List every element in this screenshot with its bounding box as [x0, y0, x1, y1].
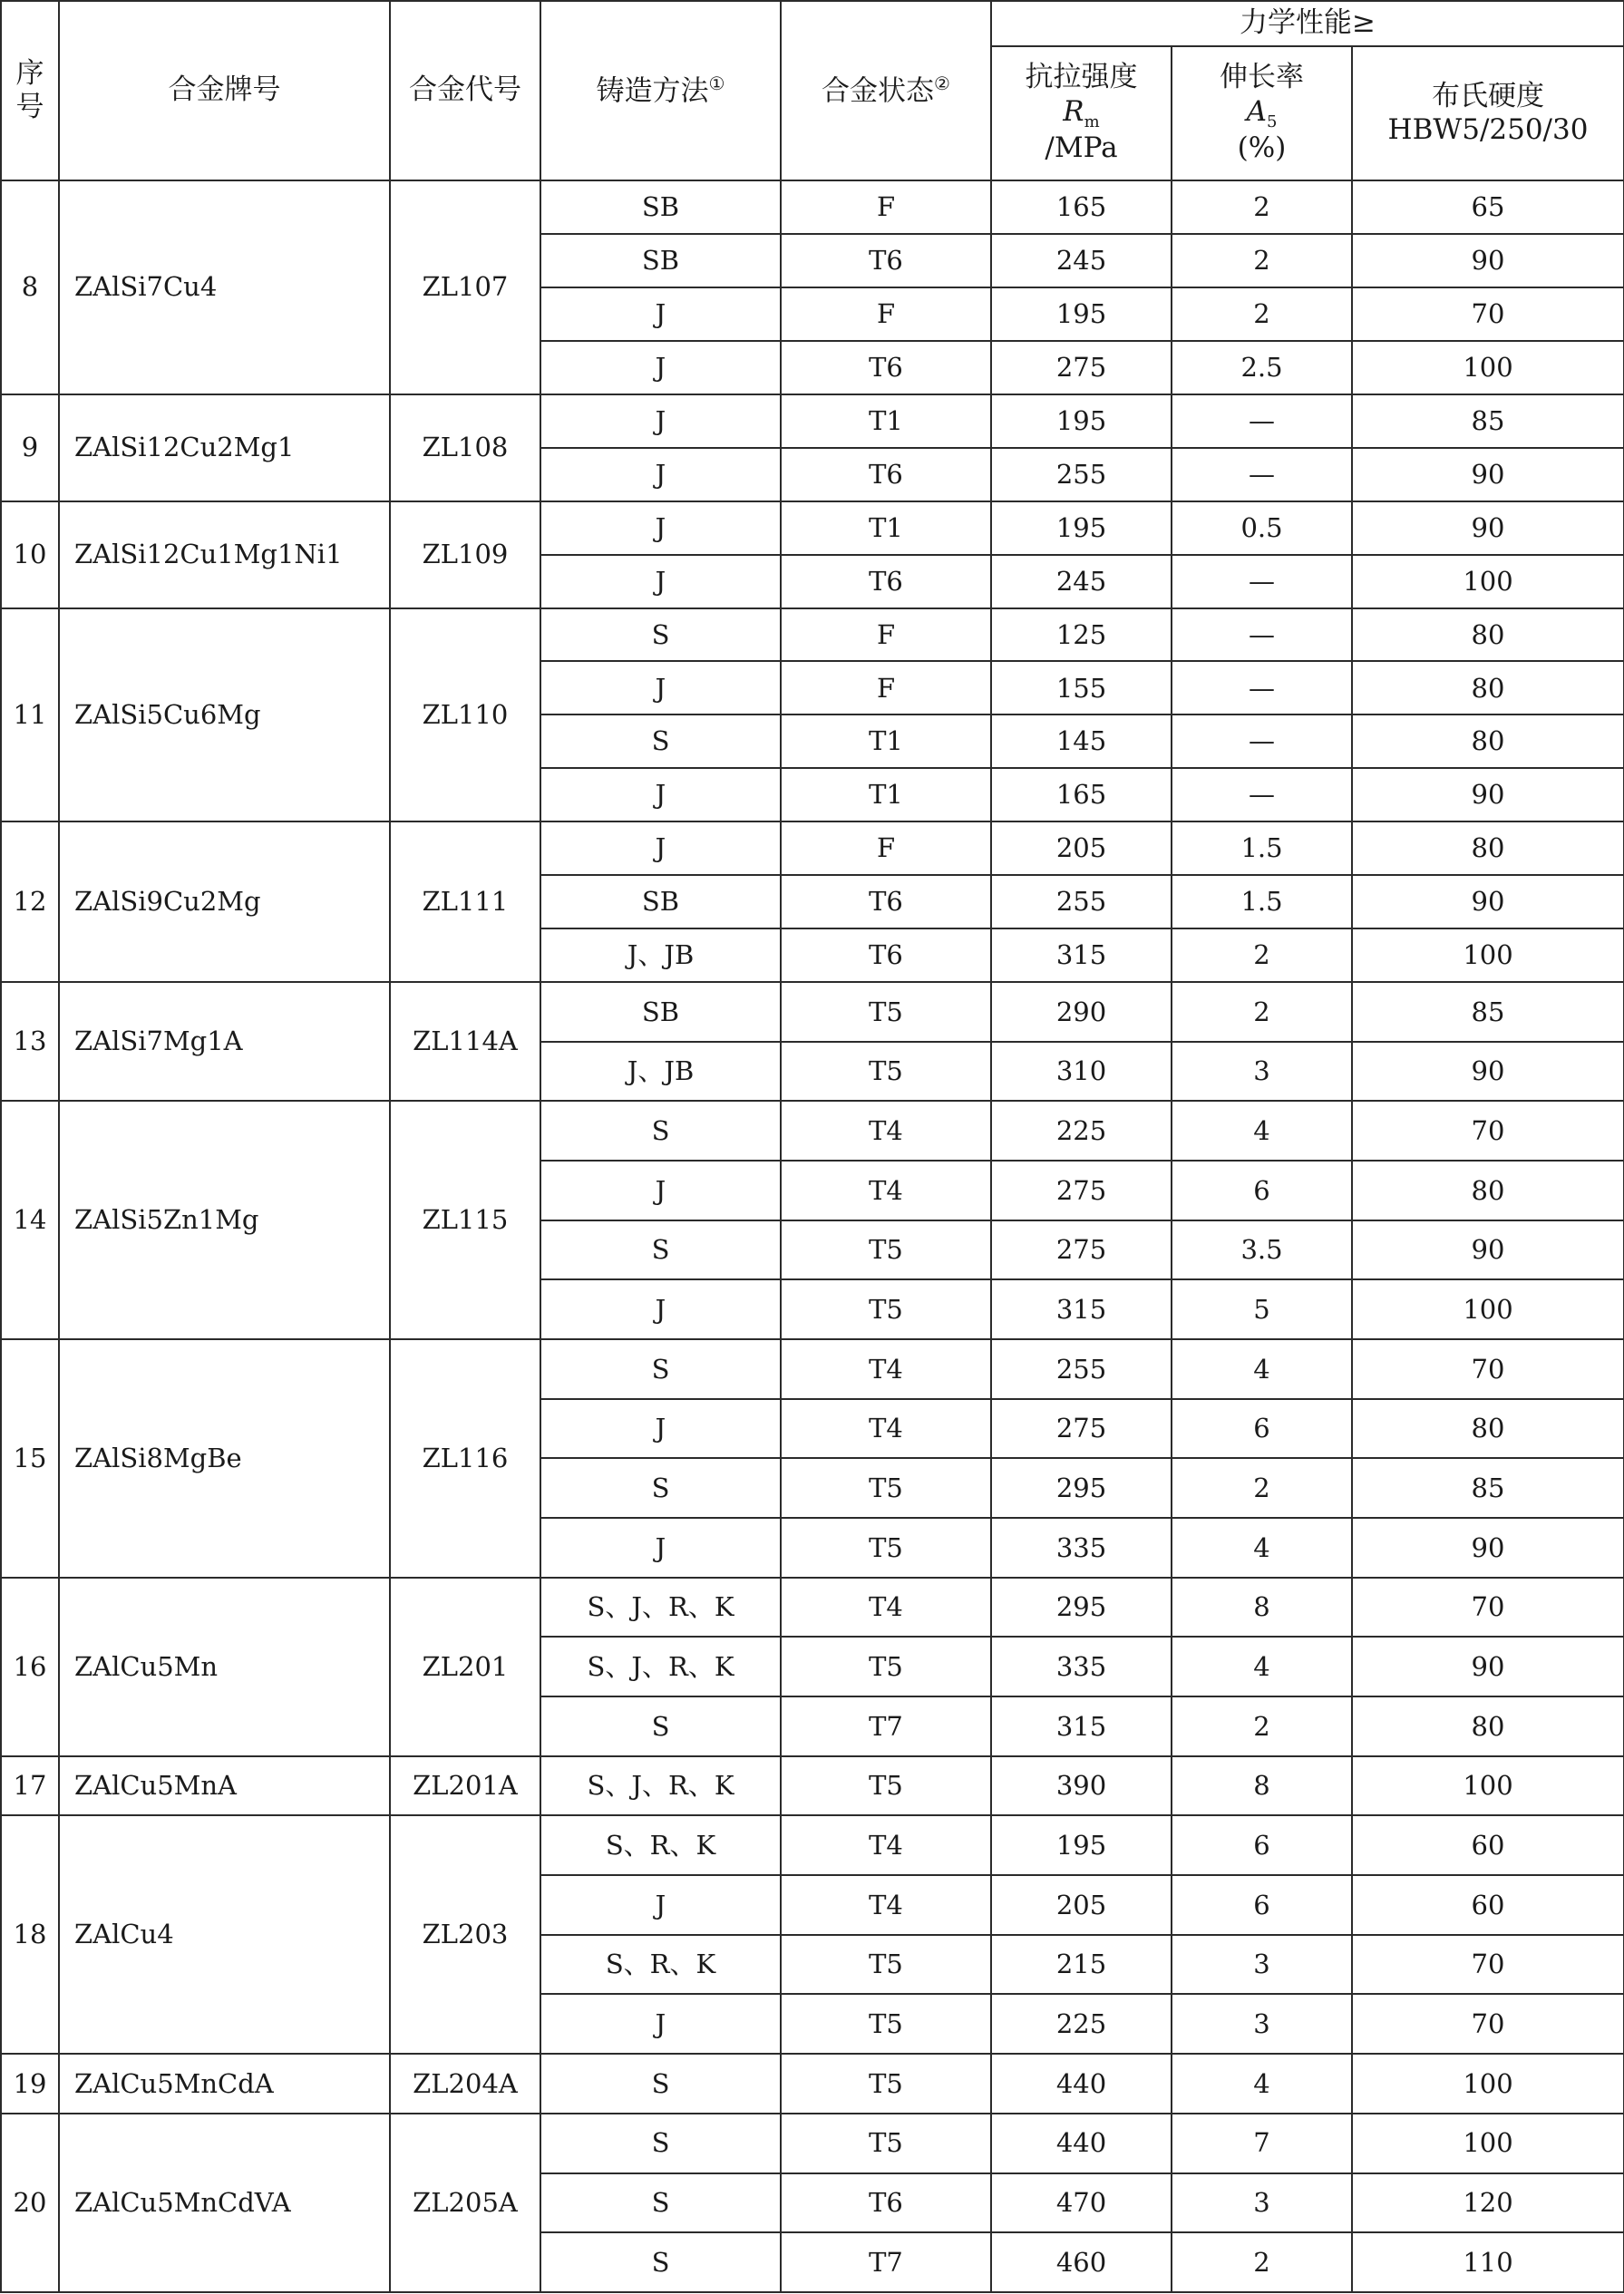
table-row — [1, 982, 1624, 1042]
cell-tensile-strength: 145 — [991, 714, 1172, 768]
cell-alloy-name: ZAlCu5MnCdVA — [59, 2114, 390, 2292]
cell-casting-method: J — [540, 1279, 781, 1339]
table-row — [1, 1756, 1624, 1816]
table-body — [1, 180, 1624, 2292]
cell-casting-method: J — [540, 821, 781, 875]
cell-seq: 14 — [1, 1101, 59, 1339]
cell-hardness: 90 — [1352, 768, 1624, 821]
cell-tensile-strength: 125 — [991, 608, 1172, 662]
cell-hardness: 80 — [1352, 1696, 1624, 1756]
header-elong-sub: 5 — [1266, 112, 1278, 131]
header-tensile-unit: /MPa — [1045, 131, 1118, 165]
cell-hardness: 80 — [1352, 714, 1624, 768]
header-tensile-symbol — [992, 95, 1171, 132]
cell-hardness: 80 — [1352, 608, 1624, 662]
cell-alloy-code: ZL107 — [390, 180, 540, 394]
cell-seq: 10 — [1, 501, 59, 608]
cell-hardness: 80 — [1352, 1399, 1624, 1459]
cell-alloy-state: T6 — [781, 448, 991, 501]
cell-alloy-state: T4 — [781, 1815, 991, 1875]
cell-casting-method: J — [540, 1399, 781, 1459]
cell-tensile-strength: 275 — [991, 1399, 1172, 1459]
cell-alloy-state: F — [781, 608, 991, 662]
cell-tensile-strength: 225 — [991, 1994, 1172, 2054]
cell-hardness: 90 — [1352, 234, 1624, 287]
cell-alloy-name: ZAlSi5Cu6Mg — [59, 608, 390, 822]
cell-alloy-name: ZAlSi7Cu4 — [59, 180, 390, 394]
cell-casting-method: S — [540, 714, 781, 768]
header-tensile-sub: m — [1084, 112, 1100, 131]
cell-alloy-name: ZAlCu5MnA — [59, 1756, 390, 1816]
table-row — [1, 180, 1624, 234]
cell-alloy-state: F — [781, 661, 991, 714]
cell-alloy-state: T4 — [781, 1399, 991, 1459]
cell-seq: 12 — [1, 821, 59, 982]
cell-hardness: 85 — [1352, 394, 1624, 448]
cell-alloy-state: T5 — [781, 1756, 991, 1816]
header-elongation-symbol — [1172, 95, 1351, 132]
table-row — [1, 394, 1624, 448]
header-casting-method-text: 铸造方法 — [596, 74, 709, 108]
cell-casting-method: S — [540, 2232, 781, 2292]
cell-tensile-strength: 470 — [991, 2173, 1172, 2233]
cell-alloy-state: F — [781, 821, 991, 875]
header-alloy-code: 合金代号 — [390, 1, 540, 180]
cell-alloy-code: ZL203 — [390, 1815, 540, 2054]
cell-elongation: 8 — [1172, 1756, 1352, 1816]
cell-casting-method: J、JB — [540, 1042, 781, 1102]
header-hardness-label: 布氏硬度 — [1432, 79, 1544, 112]
cell-alloy-code: ZL201 — [390, 1578, 540, 1756]
cell-alloy-code: ZL115 — [390, 1101, 540, 1339]
cell-casting-method: S — [540, 1458, 781, 1518]
cell-seq: 16 — [1, 1578, 59, 1756]
cell-tensile-strength: 165 — [991, 180, 1172, 234]
cell-tensile-strength: 275 — [991, 341, 1172, 394]
cell-alloy-state: T5 — [781, 1458, 991, 1518]
cell-elongation: 3 — [1172, 1042, 1352, 1102]
cell-elongation: — — [1172, 555, 1352, 608]
cell-alloy-state: T6 — [781, 341, 991, 394]
cell-casting-method: J、JB — [540, 928, 781, 982]
cell-alloy-name: ZAlSi12Cu2Mg1 — [59, 394, 390, 501]
cell-elongation: 2 — [1172, 1696, 1352, 1756]
cell-tensile-strength: 195 — [991, 287, 1172, 341]
cell-casting-method: S — [540, 2173, 781, 2233]
cell-alloy-state: T5 — [781, 1220, 991, 1280]
cell-alloy-state: T4 — [781, 1875, 991, 1935]
cell-hardness: 90 — [1352, 448, 1624, 501]
cell-casting-method: S — [540, 1101, 781, 1161]
header-brinell-hardness — [1352, 46, 1624, 180]
cell-hardness: 70 — [1352, 1101, 1624, 1161]
cell-hardness: 90 — [1352, 1637, 1624, 1696]
cell-alloy-code: ZL108 — [390, 394, 540, 501]
cell-tensile-strength: 245 — [991, 555, 1172, 608]
cell-tensile-strength: 295 — [991, 1578, 1172, 1638]
cell-casting-method: J — [540, 661, 781, 714]
cell-casting-method: J — [540, 341, 781, 394]
cell-casting-method: J — [540, 1161, 781, 1220]
cell-elongation: 1.5 — [1172, 821, 1352, 875]
cell-alloy-state: T4 — [781, 1101, 991, 1161]
cell-tensile-strength: 275 — [991, 1220, 1172, 1280]
cell-elongation: 2 — [1172, 180, 1352, 234]
cell-tensile-strength: 460 — [991, 2232, 1172, 2292]
footnote-2-mark: ② — [934, 73, 950, 95]
header-seq — [1, 1, 59, 180]
cell-casting-method: J — [540, 501, 781, 555]
cell-alloy-state: T5 — [781, 1935, 991, 1995]
cell-alloy-state: T7 — [781, 2232, 991, 2292]
cell-hardness: 100 — [1352, 341, 1624, 394]
cell-tensile-strength: 165 — [991, 768, 1172, 821]
cell-casting-method: J — [540, 1994, 781, 2054]
cell-seq: 18 — [1, 1815, 59, 2054]
table-row — [1, 1815, 1624, 1875]
cell-elongation: 2 — [1172, 1458, 1352, 1518]
cell-alloy-code: ZL109 — [390, 501, 540, 608]
cell-casting-method: SB — [540, 982, 781, 1042]
cell-hardness: 70 — [1352, 287, 1624, 341]
cell-elongation: — — [1172, 661, 1352, 714]
header-elong-sym: A — [1246, 94, 1267, 128]
table-row — [1, 608, 1624, 662]
cell-seq: 15 — [1, 1339, 59, 1578]
cell-hardness: 65 — [1352, 180, 1624, 234]
cell-elongation: — — [1172, 608, 1352, 662]
cell-elongation: 4 — [1172, 2054, 1352, 2114]
cell-alloy-state: T5 — [781, 1994, 991, 2054]
cell-alloy-state: T6 — [781, 2173, 991, 2233]
cell-casting-method: J — [540, 1875, 781, 1935]
cell-casting-method: S、J、R、K — [540, 1756, 781, 1816]
cell-seq: 8 — [1, 180, 59, 394]
cell-hardness: 90 — [1352, 1042, 1624, 1102]
cell-seq: 13 — [1, 982, 59, 1101]
cell-alloy-code: ZL204A — [390, 2054, 540, 2114]
cell-elongation: 2 — [1172, 2232, 1352, 2292]
cell-alloy-name: ZAlSi8MgBe — [59, 1339, 390, 1578]
cell-alloy-state: T5 — [781, 1279, 991, 1339]
cell-elongation: 2 — [1172, 287, 1352, 341]
cell-elongation: — — [1172, 394, 1352, 448]
cell-hardness: 90 — [1352, 1220, 1624, 1280]
cell-tensile-strength: 275 — [991, 1161, 1172, 1220]
cell-alloy-code: ZL116 — [390, 1339, 540, 1578]
cell-elongation: — — [1172, 448, 1352, 501]
cell-hardness: 80 — [1352, 821, 1624, 875]
table-row — [1, 2054, 1624, 2114]
cell-seq: 19 — [1, 2054, 59, 2114]
cell-alloy-name: ZAlSi9Cu2Mg — [59, 821, 390, 982]
cell-casting-method: J — [540, 555, 781, 608]
cell-alloy-state: T4 — [781, 1161, 991, 1220]
cell-tensile-strength: 245 — [991, 234, 1172, 287]
cell-elongation: 6 — [1172, 1875, 1352, 1935]
cell-tensile-strength: 255 — [991, 1339, 1172, 1399]
cell-alloy-state: F — [781, 287, 991, 341]
cell-hardness: 85 — [1352, 1458, 1624, 1518]
header-elongation-label: 伸长率 — [1220, 61, 1304, 94]
cell-elongation: 3 — [1172, 2173, 1352, 2233]
cell-hardness: 60 — [1352, 1815, 1624, 1875]
cell-elongation: 6 — [1172, 1161, 1352, 1220]
cell-casting-method: S、J、R、K — [540, 1578, 781, 1638]
cell-alloy-code: ZL110 — [390, 608, 540, 822]
cell-hardness: 70 — [1352, 1578, 1624, 1638]
cell-elongation: 7 — [1172, 2114, 1352, 2173]
cell-casting-method: S、R、K — [540, 1815, 781, 1875]
cell-elongation: 3 — [1172, 1994, 1352, 2054]
cell-alloy-code: ZL205A — [390, 2114, 540, 2292]
cell-alloy-name: ZAlCu5MnCdA — [59, 2054, 390, 2114]
cell-alloy-state: T5 — [781, 1042, 991, 1102]
cell-elongation: 2 — [1172, 234, 1352, 287]
cell-alloy-state: T5 — [781, 2114, 991, 2173]
cell-tensile-strength: 225 — [991, 1101, 1172, 1161]
cell-tensile-strength: 440 — [991, 2054, 1172, 2114]
cell-hardness: 85 — [1352, 982, 1624, 1042]
cell-hardness: 100 — [1352, 1279, 1624, 1339]
cell-casting-method: S、R、K — [540, 1935, 781, 1995]
cell-hardness: 70 — [1352, 1339, 1624, 1399]
cell-casting-method: SB — [540, 875, 781, 928]
header-tensile-label: 抗拉强度 — [1025, 61, 1138, 94]
table-row — [1, 2114, 1624, 2173]
header-tensile-strength — [991, 46, 1172, 180]
footnote-1-mark: ① — [708, 73, 725, 95]
table-header — [1, 1, 1624, 180]
cell-casting-method: J — [540, 394, 781, 448]
cell-seq: 20 — [1, 2114, 59, 2292]
cell-alloy-name: ZAlSi5Zn1Mg — [59, 1101, 390, 1339]
cell-casting-method: S — [540, 608, 781, 662]
cell-alloy-code: ZL201A — [390, 1756, 540, 1816]
cell-hardness: 100 — [1352, 928, 1624, 982]
header-elongation — [1172, 46, 1352, 180]
cell-alloy-state: T5 — [781, 2054, 991, 2114]
cell-elongation: — — [1172, 768, 1352, 821]
cell-alloy-state: T4 — [781, 1578, 991, 1638]
cell-elongation: 6 — [1172, 1399, 1352, 1459]
cell-alloy-code: ZL114A — [390, 982, 540, 1101]
cell-casting-method: S — [540, 1696, 781, 1756]
cell-casting-method: S — [540, 2054, 781, 2114]
cell-elongation: 3 — [1172, 1935, 1352, 1995]
cell-hardness: 90 — [1352, 501, 1624, 555]
cell-elongation: 5 — [1172, 1279, 1352, 1339]
cell-elongation: 1.5 — [1172, 875, 1352, 928]
cell-hardness: 110 — [1352, 2232, 1624, 2292]
cell-elongation: 4 — [1172, 1339, 1352, 1399]
table-row — [1, 1339, 1624, 1399]
table-row — [1, 501, 1624, 555]
cell-tensile-strength: 315 — [991, 928, 1172, 982]
cell-hardness: 100 — [1352, 2054, 1624, 2114]
cell-alloy-state: T5 — [781, 982, 991, 1042]
cell-elongation: 4 — [1172, 1518, 1352, 1578]
cell-elongation: — — [1172, 714, 1352, 768]
cell-casting-method: S — [540, 1220, 781, 1280]
cell-alloy-state: T6 — [781, 928, 991, 982]
cell-tensile-strength: 335 — [991, 1518, 1172, 1578]
header-hardness-spec: HBW5/250/30 — [1387, 113, 1589, 146]
cell-seq: 17 — [1, 1756, 59, 1816]
cell-elongation: 2.5 — [1172, 341, 1352, 394]
cell-alloy-state: T5 — [781, 1518, 991, 1578]
cell-tensile-strength: 390 — [991, 1756, 1172, 1816]
cell-tensile-strength: 195 — [991, 501, 1172, 555]
cell-casting-method: J — [540, 1518, 781, 1578]
cell-hardness: 120 — [1352, 2173, 1624, 2233]
cell-elongation: 4 — [1172, 1637, 1352, 1696]
cell-casting-method: S — [540, 2114, 781, 2173]
table-row — [1, 1101, 1624, 1161]
cell-casting-method: J — [540, 768, 781, 821]
header-mechanical-properties: 力学性能≥ — [991, 1, 1624, 46]
cell-hardness: 80 — [1352, 661, 1624, 714]
cell-tensile-strength: 315 — [991, 1696, 1172, 1756]
cell-casting-method: S、J、R、K — [540, 1637, 781, 1696]
cell-elongation: 2 — [1172, 928, 1352, 982]
cell-alloy-state: T4 — [781, 1339, 991, 1399]
cell-tensile-strength: 205 — [991, 1875, 1172, 1935]
cell-elongation: 8 — [1172, 1578, 1352, 1638]
cell-seq: 11 — [1, 608, 59, 822]
cell-alloy-name: ZAlCu5Mn — [59, 1578, 390, 1756]
cell-casting-method: SB — [540, 234, 781, 287]
cell-tensile-strength: 155 — [991, 661, 1172, 714]
table-row — [1, 821, 1624, 875]
cell-alloy-name: ZAlSi7Mg1A — [59, 982, 390, 1101]
cell-hardness: 70 — [1352, 1994, 1624, 2054]
header-tensile-sym: R — [1063, 94, 1084, 128]
header-alloy-name: 合金牌号 — [59, 1, 390, 180]
cell-tensile-strength: 310 — [991, 1042, 1172, 1102]
cell-tensile-strength: 195 — [991, 1815, 1172, 1875]
cell-tensile-strength: 440 — [991, 2114, 1172, 2173]
cell-hardness: 90 — [1352, 875, 1624, 928]
cell-seq: 9 — [1, 394, 59, 501]
cell-tensile-strength: 290 — [991, 982, 1172, 1042]
cell-tensile-strength: 295 — [991, 1458, 1172, 1518]
cell-hardness: 70 — [1352, 1935, 1624, 1995]
cell-hardness: 80 — [1352, 1161, 1624, 1220]
cell-casting-method: J — [540, 287, 781, 341]
cell-hardness: 60 — [1352, 1875, 1624, 1935]
cell-hardness: 100 — [1352, 2114, 1624, 2173]
header-alloy-state-text: 合金状态 — [822, 74, 935, 108]
cell-casting-method: S — [540, 1339, 781, 1399]
cell-hardness: 100 — [1352, 1756, 1624, 1816]
cell-alloy-name: ZAlCu4 — [59, 1815, 390, 2054]
header-casting-method — [540, 1, 781, 180]
table-row — [1, 1578, 1624, 1638]
cell-casting-method: J — [540, 448, 781, 501]
cell-alloy-code: ZL111 — [390, 821, 540, 982]
header-elongation-unit: (%) — [1237, 131, 1287, 165]
cell-casting-method: SB — [540, 180, 781, 234]
cell-tensile-strength: 195 — [991, 394, 1172, 448]
cell-alloy-state: T1 — [781, 768, 991, 821]
header-seq-text: 序号 — [15, 56, 44, 123]
cell-tensile-strength: 215 — [991, 1935, 1172, 1995]
cell-alloy-state: T1 — [781, 714, 991, 768]
cell-alloy-state: T1 — [781, 394, 991, 448]
cell-alloy-state: T7 — [781, 1696, 991, 1756]
cell-alloy-state: T1 — [781, 501, 991, 555]
cell-tensile-strength: 315 — [991, 1279, 1172, 1339]
cell-elongation: 2 — [1172, 982, 1352, 1042]
cell-tensile-strength: 255 — [991, 448, 1172, 501]
cell-alloy-state: F — [781, 180, 991, 234]
cell-hardness: 90 — [1352, 1518, 1624, 1578]
cell-elongation: 3.5 — [1172, 1220, 1352, 1280]
cell-alloy-state: T6 — [781, 555, 991, 608]
cell-elongation: 6 — [1172, 1815, 1352, 1875]
cell-alloy-state: T6 — [781, 875, 991, 928]
cell-elongation: 4 — [1172, 1101, 1352, 1161]
header-alloy-state — [781, 1, 991, 180]
cell-alloy-name: ZAlSi12Cu1Mg1Ni1 — [59, 501, 390, 608]
cell-tensile-strength: 335 — [991, 1637, 1172, 1696]
cell-tensile-strength: 255 — [991, 875, 1172, 928]
cell-tensile-strength: 205 — [991, 821, 1172, 875]
cell-elongation: 0.5 — [1172, 501, 1352, 555]
cell-alloy-state: T5 — [781, 1637, 991, 1696]
cell-hardness: 100 — [1352, 555, 1624, 608]
cell-alloy-state: T6 — [781, 234, 991, 287]
